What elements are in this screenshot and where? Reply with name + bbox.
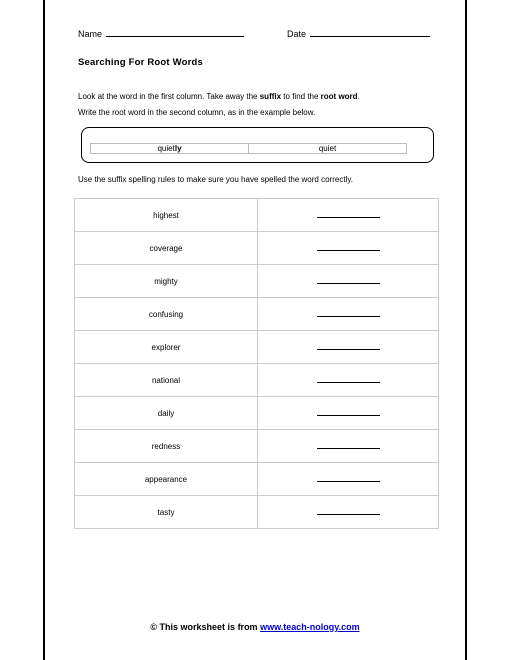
word-cell: coverage <box>75 232 258 264</box>
worksheet-title: Searching For Root Words <box>78 57 203 68</box>
instruction-text: Look at the word in the first column. Take away the <box>78 92 260 101</box>
table-row <box>75 264 438 297</box>
word-cell: explorer <box>75 331 258 363</box>
word-cell: appearance <box>75 463 258 495</box>
table-row <box>75 199 438 231</box>
instruction-suffix-term: suffix <box>259 92 282 101</box>
answer-blank <box>317 381 380 383</box>
instruction-line-2: Write the root word in the second column, as in the example below. <box>78 108 316 117</box>
footer <box>45 622 465 632</box>
name-field <box>78 28 244 39</box>
answer-cell[interactable] <box>258 364 438 396</box>
table-row <box>75 396 438 429</box>
table-row <box>75 297 438 330</box>
answer-cell[interactable] <box>258 463 438 495</box>
answer-cell[interactable] <box>258 232 438 264</box>
example-word <box>91 144 248 153</box>
instruction-line-1 <box>78 92 360 101</box>
instruction-line-3: Use the suffix spelling rules to make sure you have spelled the word correctly. <box>78 175 353 184</box>
answer-cell[interactable] <box>258 397 438 429</box>
name-label: Name <box>78 29 103 39</box>
answer-cell[interactable] <box>258 430 438 462</box>
answer-cell[interactable] <box>258 265 438 297</box>
example-table <box>90 143 407 154</box>
word-table <box>74 198 439 529</box>
word-cell: redness <box>75 430 258 462</box>
answer-blank <box>317 216 380 218</box>
answer-blank <box>317 249 380 251</box>
example-word-stem: quiet <box>157 144 175 153</box>
instruction-text: to find the <box>281 92 321 101</box>
table-row <box>75 231 438 264</box>
answer-cell[interactable] <box>258 298 438 330</box>
answer-cell[interactable] <box>258 496 438 528</box>
table-row <box>75 330 438 363</box>
table-row <box>75 363 438 396</box>
word-cell: tasty <box>75 496 258 528</box>
word-cell: highest <box>75 199 258 231</box>
example-word-suffix: ly <box>174 144 182 153</box>
example-box <box>81 127 434 163</box>
footer-link[interactable]: www.teach-nology.com <box>260 622 360 632</box>
word-cell: confusing <box>75 298 258 330</box>
example-answer: quiet <box>248 144 406 153</box>
answer-blank <box>317 447 380 449</box>
table-row <box>75 462 438 495</box>
worksheet-page <box>43 0 467 660</box>
answer-blank <box>317 282 380 284</box>
instruction-root-term: root word <box>320 92 358 101</box>
answer-cell[interactable] <box>258 331 438 363</box>
answer-blank <box>317 315 380 317</box>
answer-blank <box>317 414 380 416</box>
name-blank <box>106 28 244 37</box>
word-cell: national <box>75 364 258 396</box>
table-row <box>75 495 438 528</box>
date-blank <box>310 28 430 37</box>
answer-blank <box>317 480 380 482</box>
answer-cell[interactable] <box>258 199 438 231</box>
footer-text: © This worksheet is from <box>150 622 261 632</box>
date-label: Date <box>287 29 307 39</box>
date-field <box>287 28 430 39</box>
word-cell: daily <box>75 397 258 429</box>
answer-blank <box>317 348 380 350</box>
table-row <box>75 429 438 462</box>
answer-blank <box>317 513 380 515</box>
word-cell: mighty <box>75 265 258 297</box>
instruction-text: . <box>357 92 360 101</box>
